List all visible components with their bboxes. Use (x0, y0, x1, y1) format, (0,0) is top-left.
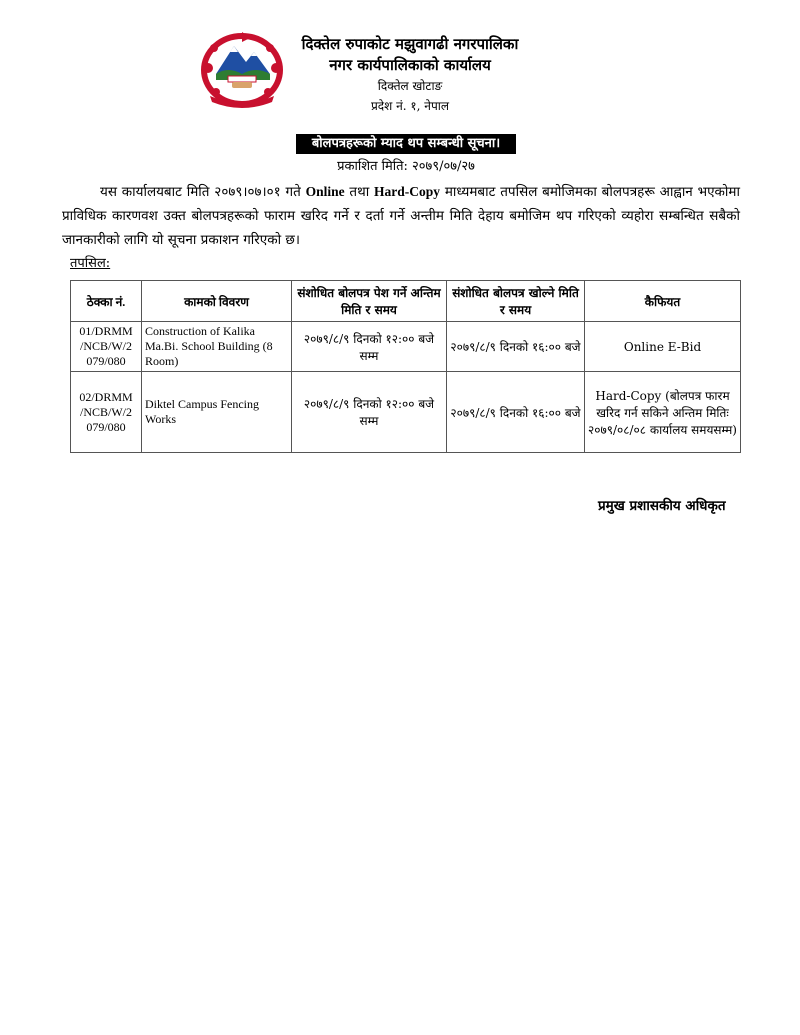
cell-description: Construction of Kalika Ma.Bi. School Building (8 Room) (142, 322, 292, 372)
published-date: प्रकाशित मिति: २०७९/०७/२७ (337, 159, 475, 174)
cell-contract-no: 02/DRMM /NCB/W/2 079/080 (71, 372, 142, 453)
nepal-emblem-icon (198, 30, 286, 108)
col-contract-no: ठेक्का नं. (71, 281, 142, 322)
municipality-name: दिक्तेल रुपाकोट मझुवागढी नगरपालिका (301, 35, 519, 53)
cell-remarks: Hard-Copy (बोलपत्र फारम खरिद गर्न सकिने अन्तिम मितिः २०७९/०८/०८ कार्यालय समयसम्म) (585, 372, 741, 453)
table-row (71, 372, 741, 453)
tapsil-label: तपसिल: (70, 256, 111, 271)
letterhead (290, 34, 530, 116)
tender-table (70, 280, 741, 453)
col-submit-date: संशोधित बोलपत्र पेश गर्ने अन्तिम मिति र समय (292, 281, 447, 322)
col-description: कामको विवरण (142, 281, 292, 322)
body-hardcopy: Hard-Copy (374, 184, 441, 199)
office-location: दिक्तेल खोटाङ (377, 79, 443, 93)
col-open-date: संशोधित बोलपत्र खोल्ने मिति र समय (447, 281, 585, 322)
cell-remarks: Online E-Bid (585, 322, 741, 372)
col-remarks: कैफियत (585, 281, 741, 322)
cell-contract-no: 01/DRMM /NCB/W/2 079/080 (71, 322, 142, 372)
cell-submit: २०७९/८/९ दिनको १२:०० बजे सम्म (292, 372, 447, 453)
notice-title: बोलपत्रहरूको म्याद थप सम्बन्धी सूचना। (296, 134, 516, 154)
body-part1: यस कार्यालयबाट मिति २०७९।०७।०१ गते (100, 184, 306, 200)
body-part2: तथा (344, 184, 375, 200)
signatory-title: प्रमुख प्रशासकीय अधिकृत (598, 498, 726, 514)
table-header-row (71, 281, 741, 322)
cell-open: २०७९/८/९ दिनको १६:०० बजे (447, 322, 585, 372)
body-part3: माध्यमबाट तपसिल बमोजिमका बोलपत्रहरू आह्वान भएकोमा प्राविधिक कारणवश उक्त बोलपत्रहरूको फाराम खरिद गर्ने र दर्ता गर्ने अन्तीम मिति देहाय बमोजिम थप गरिएको व्यहोरा सम्बन्धित सबैको जानकारीको लागि यो सूचना प्रकाशन गरिएको छ। (62, 184, 740, 248)
cell-open: २०७९/८/९ दिनको १६:०० बजे (447, 372, 585, 453)
table-row (71, 322, 741, 372)
notice-body (62, 180, 740, 252)
cell-submit: २०७९/८/९ दिनको १२:०० बजे सम्म (292, 322, 447, 372)
body-online: Online (305, 184, 345, 199)
province-line: प्रदेश नं. १, नेपाल (370, 99, 450, 113)
office-name: नगर कार्यपालिकाको कार्यालय (329, 56, 491, 74)
cell-description: Diktel Campus Fencing Works (142, 372, 292, 453)
